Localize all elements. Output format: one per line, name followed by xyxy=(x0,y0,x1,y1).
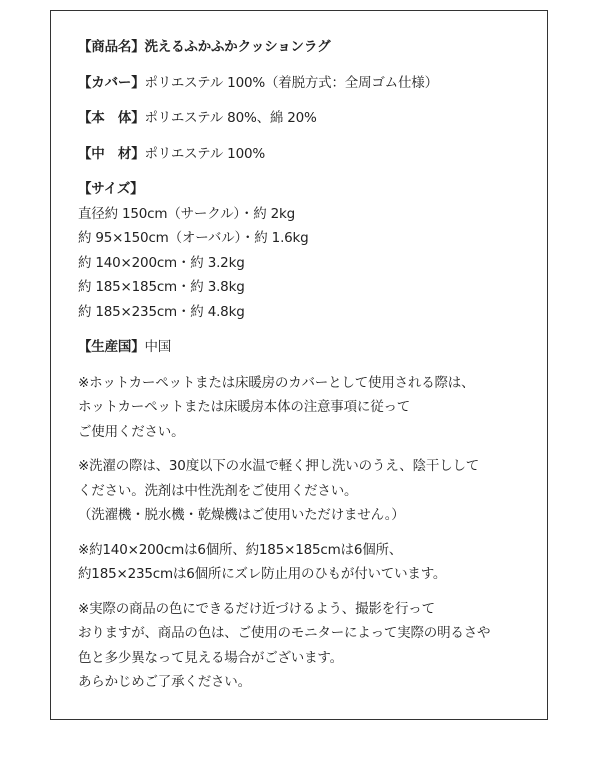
note-line: ※約140×200cmは6個所、約185×185cmは6個所、 xyxy=(78,541,403,558)
size-item: 約 185×235cm・約 4.8kg xyxy=(78,303,245,320)
note-line: 約185×235cmは6個所にズレ防止用のひもが付いています。 xyxy=(78,566,447,582)
spec-label: 【中 材】 xyxy=(78,145,145,162)
size-item: 直径約 150cm（サークル）・約 2kg xyxy=(78,205,296,222)
note-line: 色と多少異なって見える場合がございます。 xyxy=(78,649,343,666)
note-line: ※洗濯の際は、30度以下の水温で軽く押し洗いのうえ、陰干しして xyxy=(78,458,480,474)
note-line: ※ホットカーペットまたは床暖房のカバーとして使用される際は、 xyxy=(78,374,475,391)
spec-value: ポリエステル 100%（着脱方式：全周ゴム仕様） xyxy=(144,74,438,91)
spec-product-name xyxy=(78,35,547,60)
spec-value: ポリエステル 80%、綿 20% xyxy=(144,110,317,126)
note-line: ホットカーペットまたは床暖房本体の注意事項に従って xyxy=(78,399,411,415)
spec-label: 【本 体】 xyxy=(78,110,145,126)
spec-value: 洗えるふかふかクッションラグ xyxy=(144,39,331,55)
note-line: ください。洗剤は中性洗剤をご使用ください。 xyxy=(78,482,358,499)
spec-label: 【カバー】 xyxy=(78,74,145,91)
spec-filling xyxy=(78,142,547,167)
spec-cover xyxy=(78,71,547,96)
spec-origin xyxy=(78,335,547,360)
spec-body xyxy=(78,106,547,131)
spec-label: 【商品名】 xyxy=(78,39,145,55)
note-line: （洗濯機・脱水機・乾燥機はご使用いただけません。） xyxy=(78,507,405,523)
note-washing xyxy=(78,454,547,528)
size-item: 約 140×200cm・約 3.2kg xyxy=(78,254,245,271)
note-line: あらかじめご了承ください。 xyxy=(78,674,251,690)
size-item: 約 185×185cm・約 3.8kg xyxy=(78,279,245,295)
note-heating xyxy=(78,371,547,445)
spec-value: 中国 xyxy=(144,339,172,355)
spec-label: 【生産国】 xyxy=(78,339,145,355)
spec-box xyxy=(50,10,548,720)
spec-size-label: 【サイズ】 xyxy=(78,181,144,197)
spec-value: ポリエステル 100% xyxy=(144,145,265,162)
size-item: 約 95×150cm（オーバル）・約 1.6kg xyxy=(78,230,309,246)
note-line: ※実際の商品の色にできるだけ近づけるよう、撮影を行って xyxy=(78,600,435,617)
note-line: おりますが、商品の色は、ご使用のモニターによって実際の明るさや xyxy=(78,625,491,641)
note-anti-slip xyxy=(78,538,547,587)
note-color xyxy=(78,597,547,695)
note-line: ご使用ください。 xyxy=(78,423,185,440)
